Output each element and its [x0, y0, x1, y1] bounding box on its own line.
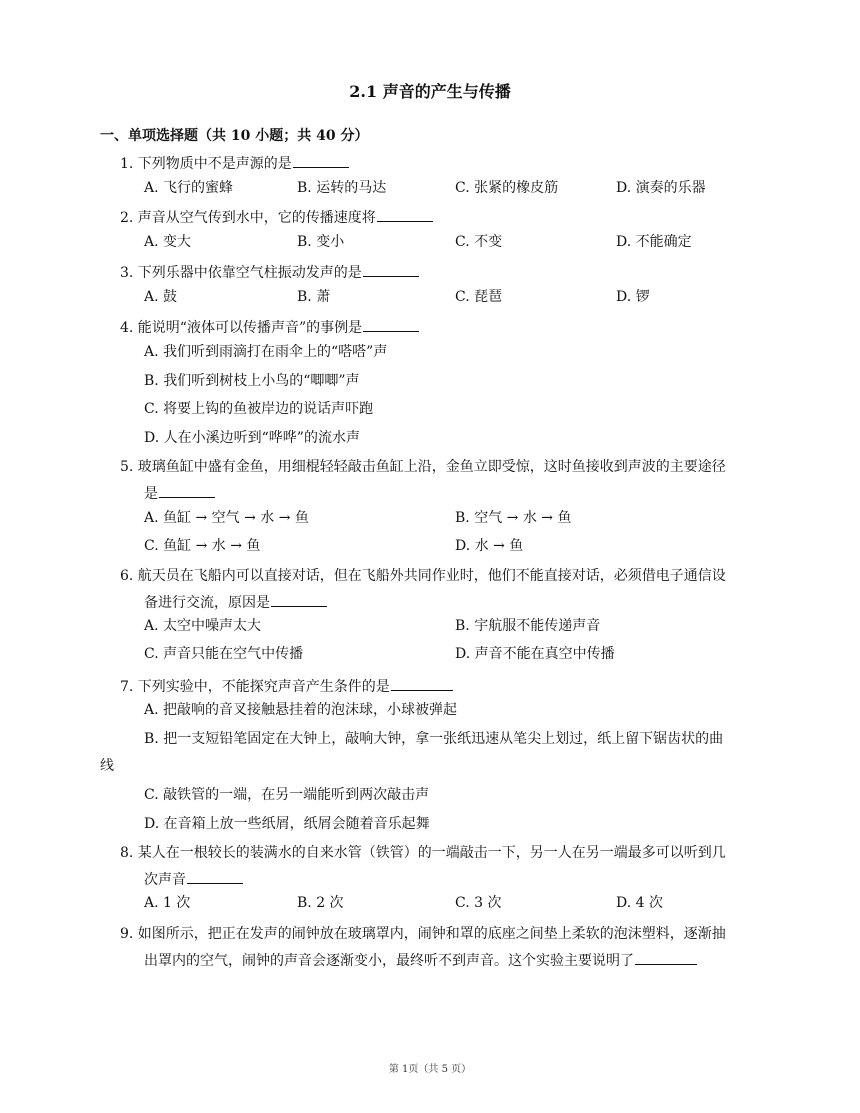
- answer-blank: [271, 592, 327, 607]
- answer-blank: [377, 207, 433, 222]
- option-d: D. 人在小溪边听到“哗哗”的流水声: [144, 430, 360, 446]
- option-a: A. 变大: [144, 234, 192, 250]
- question-6-stem-cont: 备进行交流，原因是: [144, 592, 327, 612]
- option-b: B. 运转的马达: [297, 180, 387, 196]
- option-d: D. 不能确定: [616, 234, 692, 250]
- option-d: D. 水 → 鱼: [455, 538, 524, 554]
- option-a: A. 鱼缸 → 空气 → 水 → 鱼: [144, 510, 309, 526]
- answer-blank: [159, 483, 215, 498]
- option-d: D. 声音不能在真空中传播: [455, 646, 615, 662]
- question-4-stem: 4. 能说明“液体可以传播声音”的事例是: [120, 317, 419, 337]
- option-c: C. 鱼缸 → 水 → 鱼: [144, 538, 261, 554]
- page-title: 2.1 声音的产生与传播: [349, 82, 511, 101]
- question-5-stem-cont: 是: [144, 483, 215, 503]
- answer-blank: [363, 317, 419, 332]
- option-b: B. 把一支短铅笔固定在大钟上，敲响大钟，拿一张纸迅速从笔尖上划过，纸上留下锯齿状的曲: [144, 731, 724, 747]
- option-c: C. 敲铁管的一端，在另一端能听到两次敲击声: [144, 787, 430, 803]
- option-b: B. 2 次: [297, 895, 344, 911]
- option-d: D. 演奏的乐器: [616, 180, 706, 196]
- option-b: B. 空气 → 水 → 鱼: [455, 510, 572, 526]
- option-b: B. 我们听到树枝上小鸟的“唧唧”声: [144, 373, 360, 389]
- option-a: A. 1 次: [144, 895, 191, 911]
- page-footer: 第 1页（共 5 页）: [388, 1064, 472, 1075]
- answer-blank: [187, 869, 243, 884]
- question-7-stem: 7. 下列实验中，不能探究声音产生条件的是: [120, 676, 453, 696]
- question-9-stem-cont: 出罩内的空气，闹钟的声音会逐渐变小，最终听不到声音。这个实验主要说明了: [144, 950, 697, 970]
- answer-blank: [391, 676, 453, 691]
- option-c: C. 张紧的橡皮筋: [455, 180, 559, 196]
- answer-blank: [635, 950, 697, 965]
- answer-blank: [293, 153, 349, 168]
- option-c: C. 3 次: [455, 895, 502, 911]
- option-d: D. 锣: [616, 289, 650, 305]
- option-d: D. 在音箱上放一些纸屑，纸屑会随着音乐起舞: [144, 816, 430, 832]
- option-c: C. 琵琶: [455, 289, 503, 305]
- option-a: A. 把敲响的音叉接触悬挂着的泡沫球，小球被弹起: [144, 702, 458, 718]
- option-c: C. 不变: [455, 234, 503, 250]
- option-a: A. 我们听到雨滴打在雨伞上的“嗒嗒”声: [144, 344, 388, 360]
- option-a: A. 太空中噪声太大: [144, 618, 262, 634]
- question-8-stem-cont: 次声音: [144, 869, 243, 889]
- option-b: B. 变小: [297, 234, 345, 250]
- option-c: C. 将要上钩的鱼被岸边的说话声吓跑: [144, 401, 374, 417]
- option-c: C. 声音只能在空气中传播: [144, 646, 304, 662]
- option-a: A. 鼓: [144, 289, 178, 305]
- question-3-stem: 3. 下列乐器中依靠空气柱振动发声的是: [120, 262, 419, 282]
- question-6-stem: 6. 航天员在飞船内可以直接对话，但在飞船外共同作业时，他们不能直接对话，必须借电子通信设: [120, 568, 726, 584]
- option-d: D. 4 次: [616, 895, 663, 911]
- answer-blank: [363, 262, 419, 277]
- option-b-wrap: 线: [100, 758, 114, 774]
- option-b: B. 萧: [297, 289, 331, 305]
- question-8-stem: 8. 某人在一根较长的装满水的自来水管（铁管）的一端敲击一下，另一人在另一端最多可以听到几: [120, 845, 726, 861]
- question-2-stem: 2. 声音从空气传到水中，它的传播速度将: [120, 207, 433, 227]
- option-a: A. 飞行的蜜蜂: [144, 180, 234, 196]
- question-5-stem: 5. 玻璃鱼缸中盛有金鱼，用细棍轻轻敲击鱼缸上沿，金鱼立即受惊，这时鱼接收到声波的主要途径: [120, 459, 726, 475]
- question-9-stem: 9. 如图所示，把正在发声的闹钟放在玻璃罩内，闹钟和罩的底座之间垫上柔软的泡沫塑料，逐渐抽: [120, 926, 726, 942]
- option-b: B. 宇航服不能传递声音: [455, 618, 601, 634]
- section-heading: 一、单项选择题（共 10 小题；共 40 分）: [100, 128, 369, 144]
- question-1-stem: 1. 下列物质中不是声源的是: [120, 153, 349, 173]
